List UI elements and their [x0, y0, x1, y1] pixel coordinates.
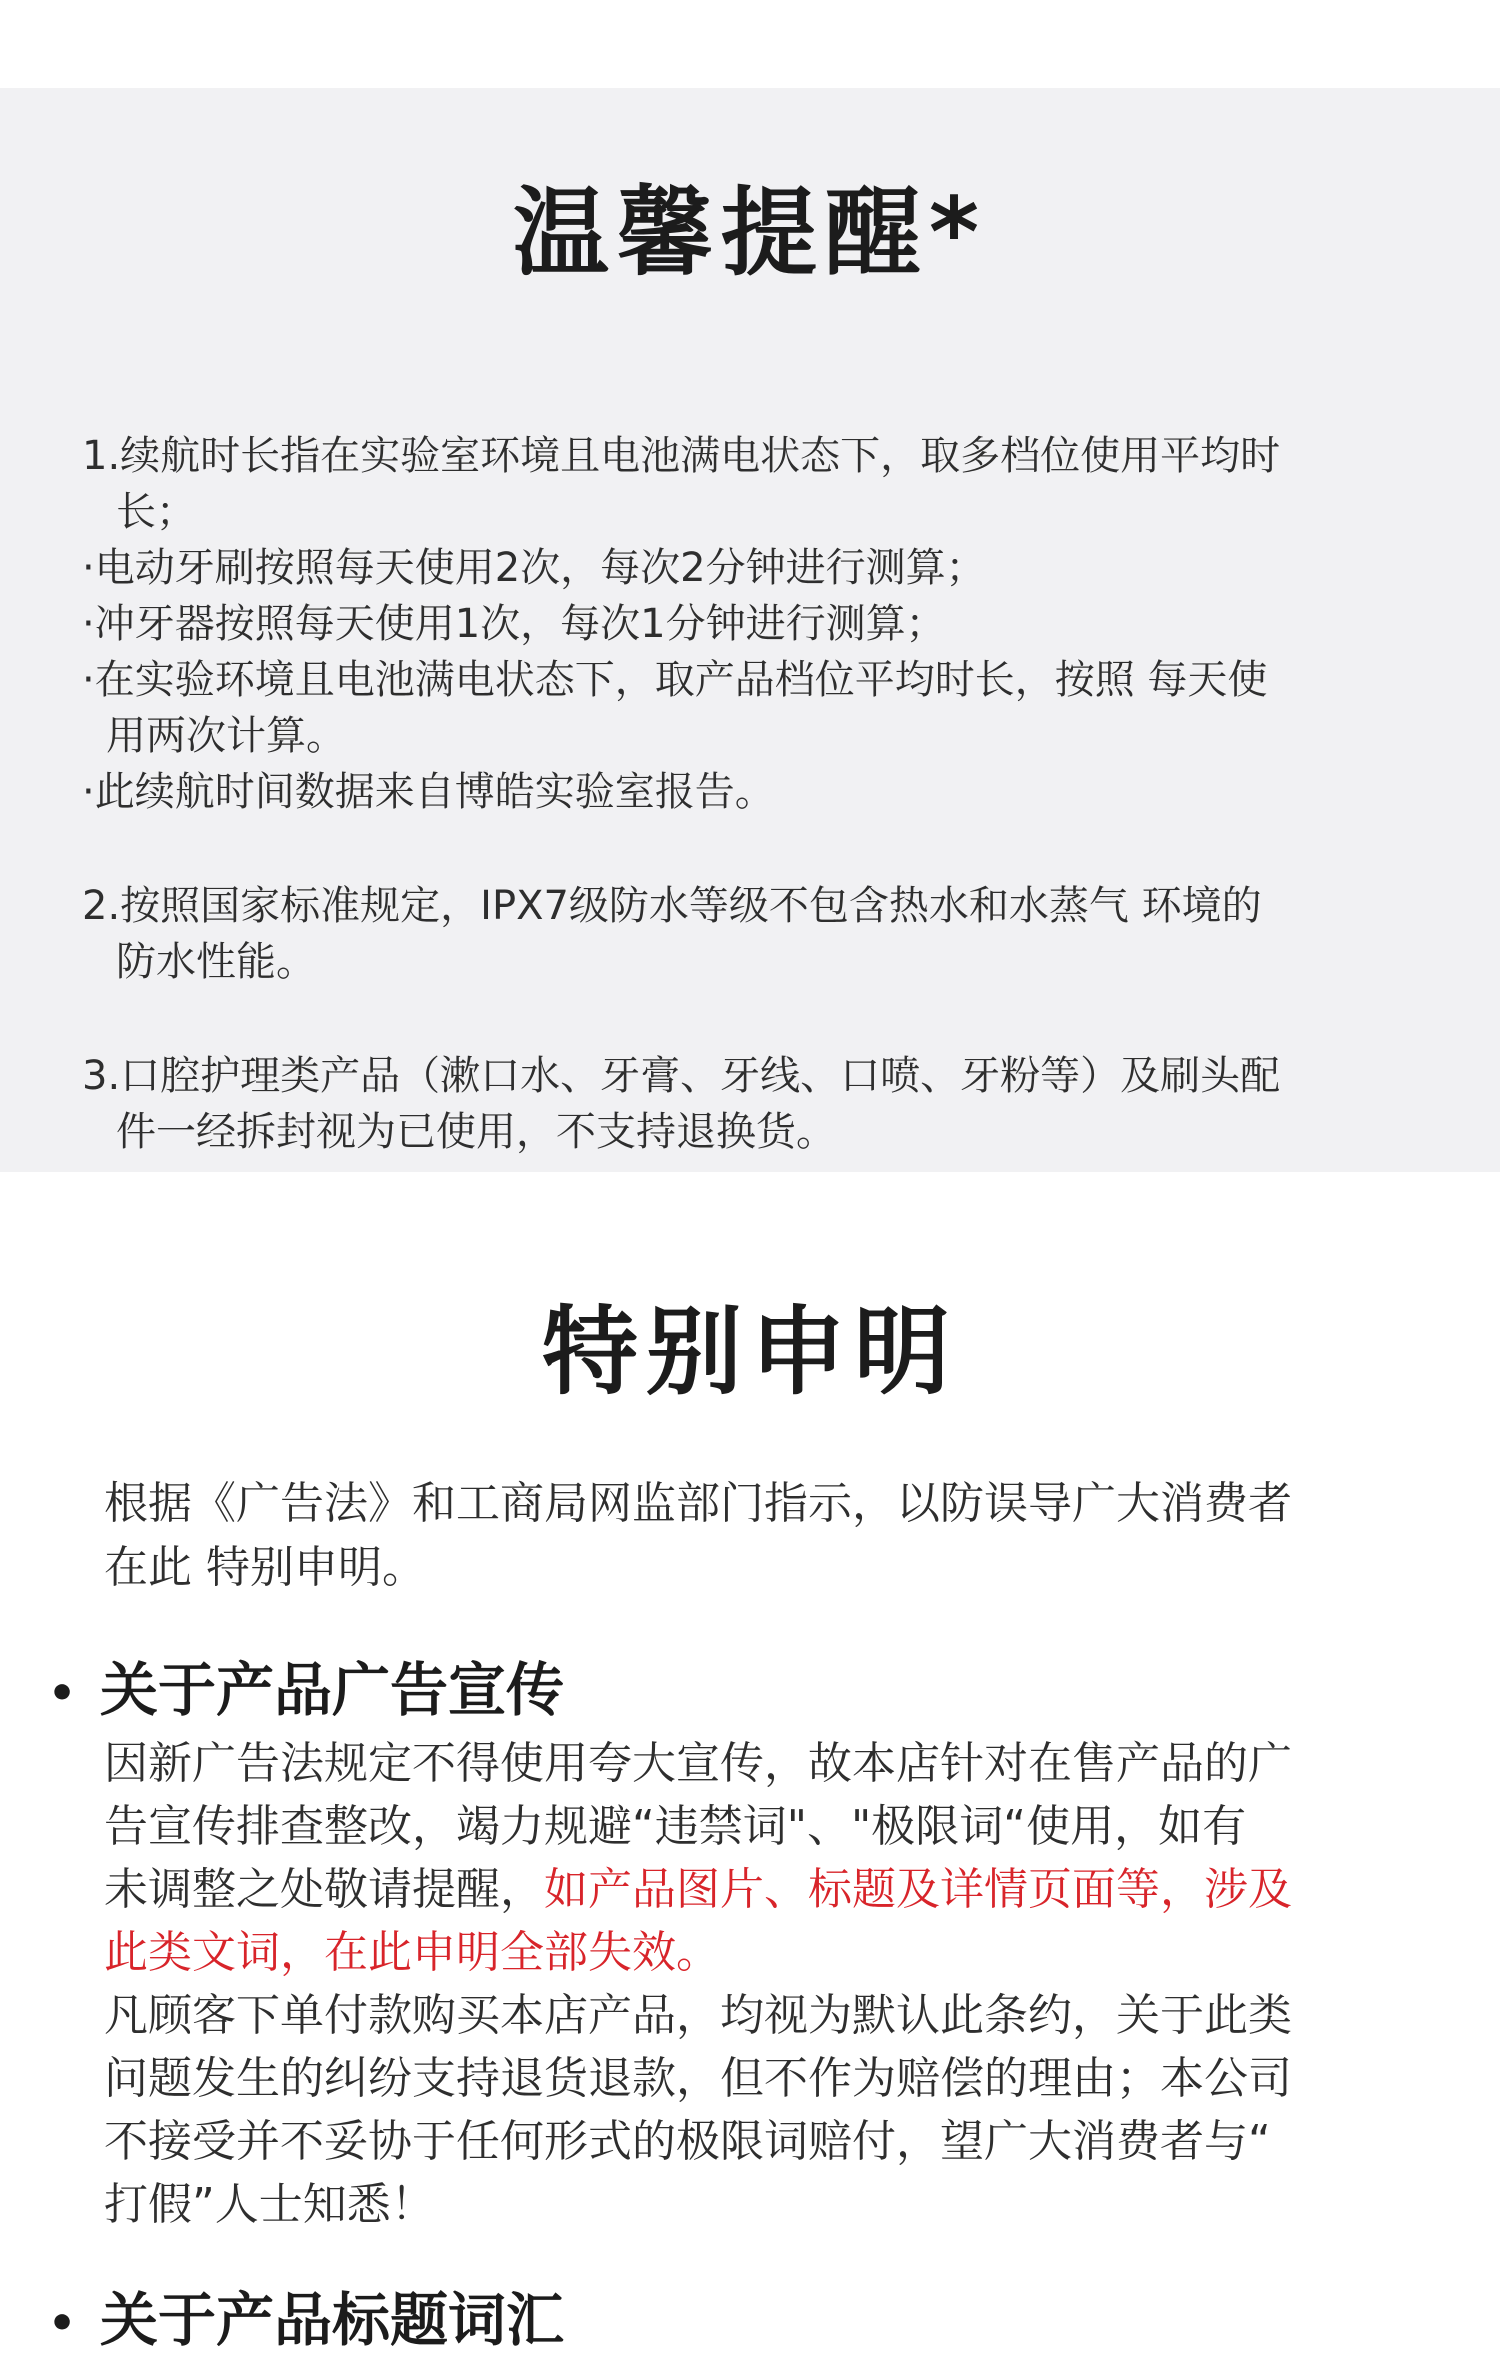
paragraph-line: 凡顾客下单付款购买本店产品，均视为默认此条约，关于此类	[104, 1990, 1292, 2041]
section-heading-label: 关于产品标题词汇	[100, 2286, 565, 2354]
reminder-item-1-line-1: 1.续航时长指在实验室环境且电池满电状态下，取多档位使用平均时	[82, 433, 1281, 479]
reminder-title: 温馨提醒*	[512, 177, 988, 289]
paragraph-line: 问题发生的纠纷支持退货退款，但不作为赔偿的理由；本公司	[104, 2053, 1292, 2104]
section-heading-ad-promotion	[48, 1652, 564, 1732]
paragraph-line: 告宣传排查整改，竭力规避“违禁词"、"极限词“使用，如有	[104, 1801, 1247, 1852]
reminder-item-1	[82, 428, 1422, 820]
reminder-item-2-line-1: 2.按照国家标准规定，IPX7级防水等级不包含热水和水蒸气 环境的	[82, 883, 1262, 929]
bullet-dot-icon: •	[48, 2297, 77, 2349]
paragraph-line	[104, 1858, 1434, 1921]
section-heading-label: 关于产品广告宣传	[100, 1656, 565, 1724]
statement-section	[0, 1172, 1500, 2354]
top-spacer	[0, 0, 1500, 88]
paragraph-text: 未调整之处敬请提醒，	[104, 1864, 544, 1915]
statement-intro	[104, 1472, 1424, 1600]
statement-title: 特别申明	[542, 1296, 958, 1408]
reminder-bullet-1: ·电动牙刷按照每天使用2次，每次2分钟进行测算；	[82, 545, 986, 591]
paragraph-line: 打假”人士知悉！	[104, 2179, 435, 2230]
reminder-bullet-3-line-1: ·在实验环境且电池满电状态下，取产品档位平均时长，按照 每天使	[82, 657, 1268, 703]
reminder-item-1-line-2: 长；	[116, 489, 196, 535]
reminder-bullet-3-line-2: 用两次计算。	[106, 713, 346, 759]
reminder-item-2	[82, 878, 1422, 990]
section-heading-title-terms	[48, 2282, 564, 2362]
highlight-line: 此类文词，在此申明全部失效。	[104, 1927, 720, 1978]
reminder-item-3	[82, 1048, 1422, 1160]
reminder-section	[0, 88, 1500, 1172]
reminder-item-3-line-2: 件一经拆封视为已使用，不支持退换货。	[116, 1109, 836, 1155]
reminder-bullet-4: ·此续航时间数据来自博皓实验室报告。	[82, 769, 775, 815]
reminder-body	[82, 428, 1422, 1160]
highlight-text: 如产品图片、标题及详情页面等，涉及	[544, 1864, 1292, 1915]
paragraph-line: 不接受并不妥协于任何形式的极限词赔付，望广大消费者与“	[104, 2116, 1271, 2167]
reminder-bullet-2: ·冲牙器按照每天使用1次，每次1分钟进行测算；	[82, 601, 946, 647]
spacer	[82, 820, 1422, 878]
intro-line-2: 在此 特别申明。	[104, 1542, 426, 1593]
ad-promotion-paragraph	[104, 1732, 1434, 2236]
paragraph-line: 因新广告法规定不得使用夸大宣传，故本店针对在售产品的广	[104, 1738, 1292, 1789]
spacer	[82, 990, 1422, 1048]
intro-line-1: 根据《广告法》和工商局网监部门指示，以防误导广大消费者	[104, 1478, 1292, 1529]
reminder-item-3-line-1: 3.口腔护理类产品（漱口水、牙膏、牙线、口喷、牙粉等）及刷头配	[82, 1053, 1281, 1099]
bullet-dot-icon: •	[48, 1667, 77, 1719]
reminder-item-2-line-2: 防水性能。	[116, 939, 316, 985]
